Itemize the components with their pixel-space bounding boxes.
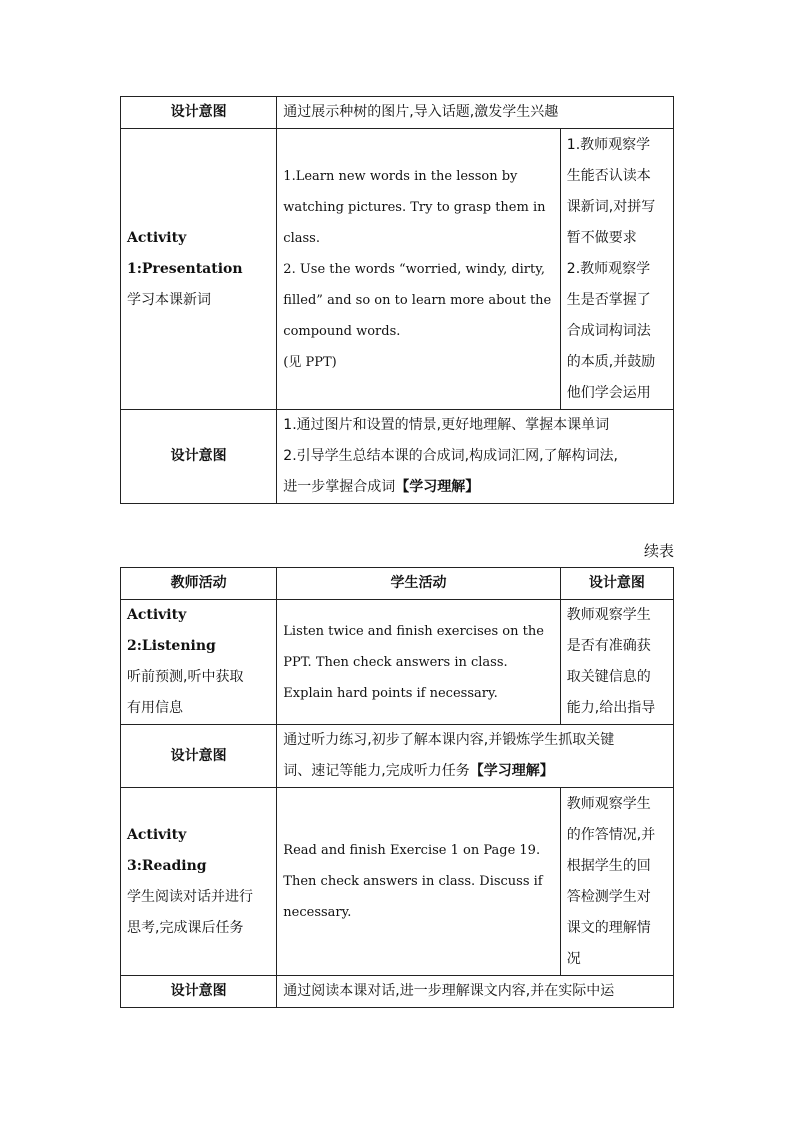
- design-line: 的作答情况,并: [566, 826, 656, 843]
- design-line: 教师观察学生: [566, 607, 651, 623]
- student-line: necessary.: [283, 905, 352, 920]
- activity-title: Activity 2:Listening: [127, 607, 216, 654]
- student-line: (见 PPT): [283, 354, 337, 370]
- lesson-table-1: [120, 96, 674, 504]
- design-line: 合成词构词法: [566, 322, 651, 339]
- design-line: 2.引导学生总结本课的合成词,构成词汇网,了解构词法,: [283, 448, 619, 464]
- design-line: 生是否掌握了: [566, 291, 651, 308]
- design-line: 答检测学生对: [566, 888, 651, 905]
- header-design-intent: 设计意图: [560, 568, 673, 600]
- design-line: 1.通过图片和设置的情景,更好地理解、掌握本课单词: [283, 417, 610, 433]
- table-row: [121, 725, 674, 788]
- table-row: [121, 410, 674, 504]
- student-line: filled” and so on to learn more about the: [283, 292, 552, 308]
- design-line: [283, 756, 667, 787]
- student-line: watching pictures. Try to grasp them in: [283, 199, 546, 215]
- header-student-activity: 学生活动: [277, 568, 561, 600]
- student-activity-cell: [277, 788, 561, 976]
- row-label: 设计意图: [121, 410, 277, 504]
- student-line: Then check answers in class. Discuss if: [283, 874, 543, 889]
- design-line: 2.教师观察学: [566, 260, 651, 277]
- design-line: 课文的理解情: [566, 919, 651, 936]
- design-line: [283, 472, 667, 503]
- row-label: 设计意图: [121, 976, 277, 1008]
- design-intent-cell: [560, 600, 673, 725]
- design-line: 课新词,对拼写: [566, 198, 656, 215]
- design-intent-text: [277, 725, 674, 788]
- table-row: [121, 129, 674, 410]
- design-line: 的本质,并鼓励: [566, 353, 656, 370]
- learning-tag: 【学习理解】: [395, 479, 480, 495]
- table-row: [121, 97, 674, 129]
- continued-label: 续表: [643, 542, 674, 560]
- student-line: Listen twice and finish exercises on the: [283, 623, 544, 639]
- student-line: compound words.: [283, 323, 401, 339]
- design-line: 教师观察学生: [566, 795, 651, 812]
- learning-tag: 【学习理解】: [469, 763, 554, 779]
- activity-title: Activity: [127, 229, 187, 246]
- design-line: 取关键信息的: [566, 669, 651, 685]
- activity-description: 听前预测,听中获取: [127, 669, 244, 685]
- student-activity-cell: [277, 129, 561, 410]
- activity-description: 学生阅读对话并进行: [127, 888, 253, 905]
- design-line: 暂不做要求: [566, 229, 637, 246]
- design-intent-text: [277, 410, 674, 504]
- activity-title: Activity 3:Reading: [127, 826, 207, 874]
- activity-description: 学习本课新词: [127, 291, 211, 308]
- student-line: Read and finish Exercise 1 on Page 19.: [283, 843, 541, 858]
- design-line: 1.教师观察学: [566, 136, 651, 153]
- design-intent-text: 通过阅读本课对话,进一步理解课文内容,并在实际中运: [277, 976, 674, 1008]
- lesson-table-2: [120, 567, 674, 1008]
- table-header-row: [121, 568, 674, 600]
- table-row: [121, 788, 674, 976]
- design-line: 能力,给出指导: [566, 700, 656, 716]
- design-intent-cell: [560, 788, 673, 976]
- design-line-text: 进一步掌握合成词: [283, 479, 396, 495]
- design-line: 他们学会运用: [566, 384, 651, 401]
- design-line: 是否有准确获: [566, 638, 651, 654]
- student-line: PPT. Then check answers in class.: [283, 654, 508, 670]
- student-line: class.: [283, 230, 320, 246]
- design-line: 生能否认读本: [566, 167, 651, 184]
- student-activity-cell: [277, 600, 561, 725]
- student-line: 1.Learn new words in the lesson by: [283, 168, 518, 184]
- design-line: 通过听力练习,初步了解本课内容,并锻炼学生抓取关键: [283, 732, 615, 748]
- student-line: Explain hard points if necessary.: [283, 685, 498, 701]
- teacher-activity-cell: [121, 129, 277, 410]
- table-row: [121, 976, 674, 1008]
- header-teacher-activity: 教师活动: [121, 568, 277, 600]
- table-row: [121, 600, 674, 725]
- design-line: 况: [566, 950, 581, 967]
- row-label: 设计意图: [121, 97, 277, 129]
- teacher-activity-cell: [121, 600, 277, 725]
- row-label: 设计意图: [121, 725, 277, 788]
- design-line: 根据学生的回: [566, 857, 651, 874]
- activity-description: 思考,完成课后任务: [127, 919, 244, 936]
- teacher-activity-cell: [121, 788, 277, 976]
- student-line: 2. Use the words “worried, windy, dirty,: [283, 261, 545, 277]
- design-line-text: 词、速记等能力,完成听力任务: [283, 763, 470, 779]
- activity-description: 有用信息: [127, 700, 183, 716]
- design-intent-text: 通过展示种树的图片,导入话题,激发学生兴趣: [277, 97, 674, 129]
- design-intent-cell: [560, 129, 673, 410]
- activity-title: 1:Presentation: [127, 260, 243, 277]
